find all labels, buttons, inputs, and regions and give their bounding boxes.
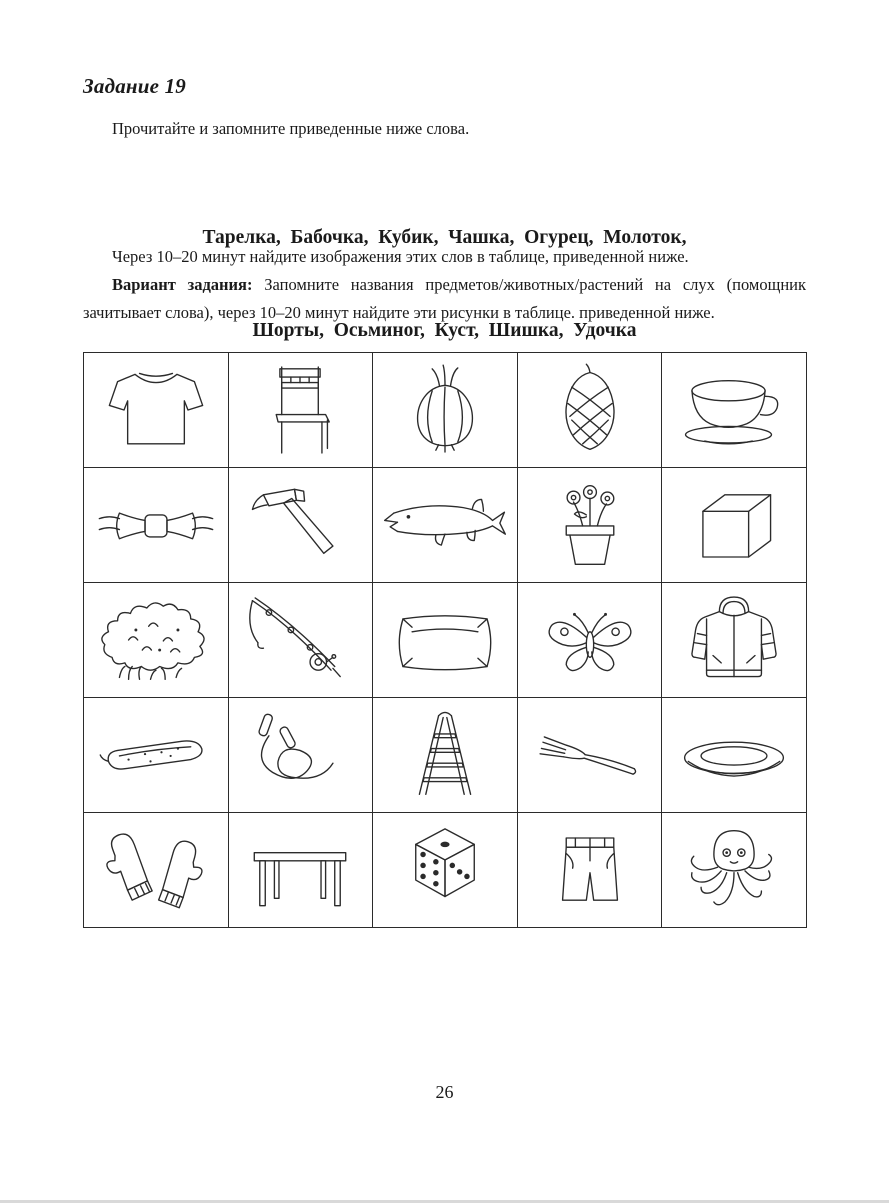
table-row	[84, 353, 807, 468]
fish-icon	[381, 474, 509, 576]
cell-butterfly	[517, 583, 662, 698]
cell-octopus	[662, 813, 807, 928]
cell-plate	[662, 698, 807, 813]
pine-cone-icon	[526, 359, 654, 461]
mittens-icon	[92, 819, 220, 921]
variant-body: Запомните названия предметов/животных/растений на слух (помощник зачитывает слова), через 10–20 минут найдите эти рисунки в таблице. приведенной ниже.	[83, 275, 806, 322]
cell-cucumber	[84, 698, 229, 813]
picture-table	[83, 352, 807, 928]
table-icon	[236, 819, 364, 921]
butterfly-icon	[526, 589, 654, 691]
fork-icon	[526, 704, 654, 806]
cell-t-shirt	[84, 353, 229, 468]
cell-stepladder	[373, 698, 518, 813]
cell-cube	[662, 468, 807, 583]
cell-pine-cone	[517, 353, 662, 468]
bow-tie-icon	[92, 474, 220, 576]
table-row	[84, 698, 807, 813]
table-row	[84, 468, 807, 583]
cell-flower-pot	[517, 468, 662, 583]
onion-icon	[381, 359, 509, 461]
cell-mittens	[84, 813, 229, 928]
cell-table	[228, 813, 373, 928]
cell-bow-tie	[84, 468, 229, 583]
cell-dice	[373, 813, 518, 928]
cucumber-icon	[92, 704, 220, 806]
cell-jump-rope	[228, 698, 373, 813]
cell-hammer	[228, 468, 373, 583]
fishing-rod-icon	[236, 589, 364, 691]
page-number: 26	[435, 1082, 454, 1102]
table-row	[84, 583, 807, 698]
instruction-text: Через 10–20 минут найдите изображения этих слов в таблице, приведенной ниже.	[112, 247, 689, 266]
cell-chair	[228, 353, 373, 468]
cell-cup	[662, 353, 807, 468]
plate-icon	[670, 704, 798, 806]
pillow-icon	[381, 589, 509, 691]
variant-paragraph	[83, 271, 806, 327]
intro-text: Прочитайте и запомните приведенные ниже слова.	[112, 119, 470, 138]
cell-pillow	[373, 583, 518, 698]
word-list-line-1: Тарелка, Бабочка, Кубик, Чашка, Огурец, Молоток,	[202, 227, 687, 248]
cell-shorts	[517, 813, 662, 928]
cell-fish	[373, 468, 518, 583]
dice-icon	[381, 819, 509, 921]
cell-jacket	[662, 583, 807, 698]
task-title: Задание 19	[83, 74, 187, 98]
flower-pot-icon	[526, 474, 654, 576]
hammer-icon	[236, 474, 364, 576]
cell-onion	[373, 353, 518, 468]
t-shirt-icon	[92, 359, 220, 461]
shorts-icon	[526, 819, 654, 921]
chair-icon	[236, 359, 364, 461]
bush-icon	[92, 589, 220, 691]
variant-label: Вариант задания:	[112, 275, 253, 294]
jump-rope-icon	[236, 704, 364, 806]
cube-icon	[670, 474, 798, 576]
cell-bush	[84, 583, 229, 698]
cell-fork	[517, 698, 662, 813]
cup-icon	[670, 359, 798, 461]
word-list-line-2: Шорты, Осьминог, Куст, Шишка, Удочка	[252, 320, 637, 341]
octopus-icon	[670, 819, 798, 921]
stepladder-icon	[381, 704, 509, 806]
jacket-icon	[670, 589, 798, 691]
cell-fishing-rod	[228, 583, 373, 698]
table-row	[84, 813, 807, 928]
